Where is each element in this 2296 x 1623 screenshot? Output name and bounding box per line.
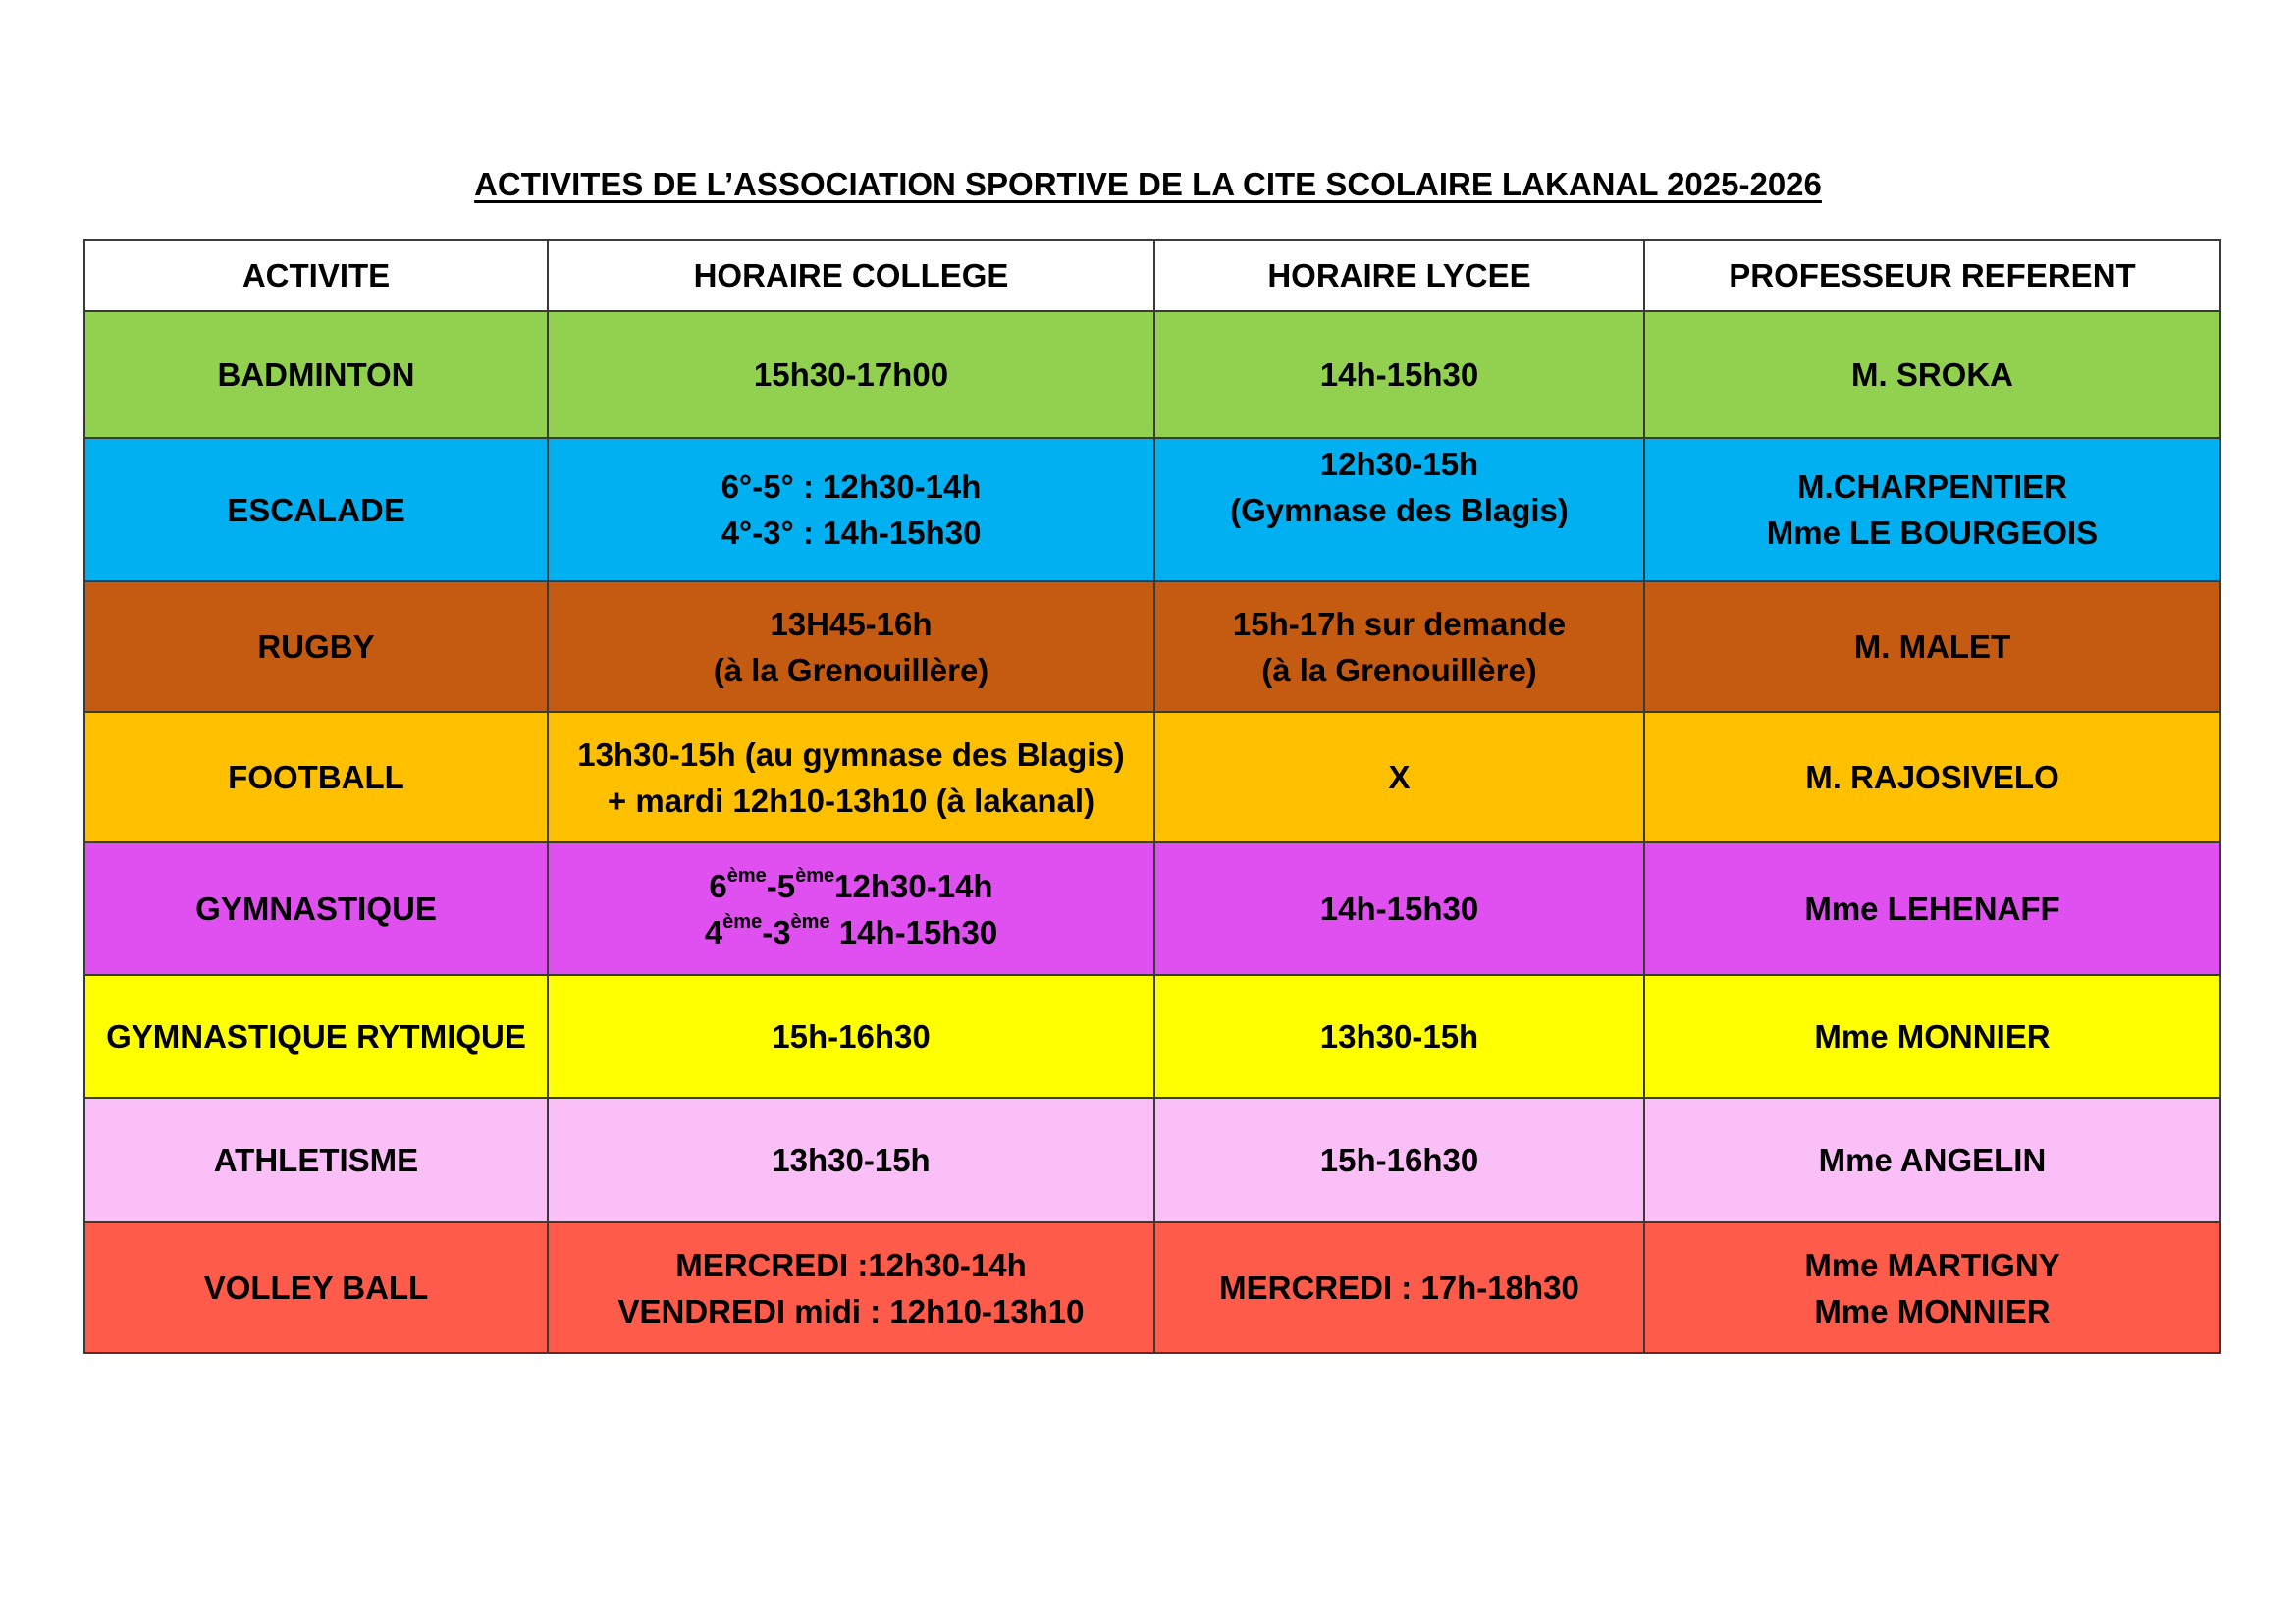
college-schedule-line: 6ème-5ème12h30-14h bbox=[709, 864, 993, 904]
college-schedule-line: 6°-5° : 12h30-14h bbox=[721, 468, 982, 505]
table-row-gymnastique-rytmique bbox=[84, 975, 2220, 1098]
header-activity: ACTIVITE bbox=[84, 240, 548, 311]
teacher-line: M.CHARPENTIER bbox=[1796, 468, 2067, 505]
teacher-cell: Mme MONNIER bbox=[1644, 975, 2220, 1098]
teacher-line: Mme MONNIER bbox=[1814, 1292, 2051, 1329]
lycee-schedule-line: 12h30-15h bbox=[1319, 446, 1479, 482]
lycee-schedule-cell bbox=[1154, 438, 1644, 581]
teacher-cell bbox=[1644, 1222, 2220, 1353]
activity-cell: GYMNASTIQUE bbox=[84, 842, 548, 975]
lycee-schedule-line: (Gymnase des Blagis) bbox=[1230, 492, 1569, 528]
header-lycee: HORAIRE LYCEE bbox=[1154, 240, 1644, 311]
lycee-schedule-cell: 15h-16h30 bbox=[1154, 1098, 1644, 1222]
lycee-schedule-line: 15h-17h sur demande bbox=[1232, 605, 1567, 642]
table-row-rugby bbox=[84, 581, 2220, 712]
college-schedule-line: 13H45-16h bbox=[770, 605, 933, 642]
lycee-schedule-cell: X bbox=[1154, 712, 1644, 842]
lycee-schedule-cell: 13h30-15h bbox=[1154, 975, 1644, 1098]
activity-cell: BADMINTON bbox=[84, 311, 548, 438]
teacher-cell: M. SROKA bbox=[1644, 311, 2220, 438]
college-schedule-cell: 15h-16h30 bbox=[548, 975, 1154, 1098]
teacher-line: Mme LE BOURGEOIS bbox=[1766, 514, 2099, 551]
college-schedule-cell bbox=[548, 581, 1154, 712]
table-row-volley-ball bbox=[84, 1222, 2220, 1353]
college-schedule-line: 13h30-15h (au gymnase des Blagis) bbox=[577, 735, 1125, 773]
table-row-badminton bbox=[84, 311, 2220, 438]
college-schedule-cell bbox=[548, 712, 1154, 842]
teacher-cell: Mme LEHENAFF bbox=[1644, 842, 2220, 975]
college-schedule-cell bbox=[548, 1222, 1154, 1353]
page-title: ACTIVITES DE L’ASSOCIATION SPORTIVE DE LA CITE SCOLAIRE LAKANAL 2025-2026 bbox=[474, 166, 1822, 203]
activity-cell: ATHLETISME bbox=[84, 1098, 548, 1222]
activity-cell: VOLLEY BALL bbox=[84, 1222, 548, 1353]
college-schedule-cell: 13h30-15h bbox=[548, 1098, 1154, 1222]
college-schedule-cell bbox=[548, 438, 1154, 581]
lycee-schedule-cell: MERCREDI : 17h-18h30 bbox=[1154, 1222, 1644, 1353]
activity-cell: RUGBY bbox=[84, 581, 548, 712]
college-schedule-line: MERCREDI :12h30-14h bbox=[675, 1246, 1027, 1283]
college-schedule-cell: 15h30-17h00 bbox=[548, 311, 1154, 438]
table-row-escalade bbox=[84, 438, 2220, 581]
teacher-cell: M. MALET bbox=[1644, 581, 2220, 712]
teacher-cell: Mme ANGELIN bbox=[1644, 1098, 2220, 1222]
table-row-gymnastique bbox=[84, 842, 2220, 975]
activity-cell: FOOTBALL bbox=[84, 712, 548, 842]
lycee-schedule-cell bbox=[1154, 581, 1644, 712]
lycee-schedule-cell: 14h-15h30 bbox=[1154, 842, 1644, 975]
lycee-schedule-line: (à la Grenouillère) bbox=[1261, 651, 1537, 688]
activity-cell: GYMNASTIQUE RYTMIQUE bbox=[84, 975, 548, 1098]
activity-cell: ESCALADE bbox=[84, 438, 548, 581]
table-row-football bbox=[84, 712, 2220, 842]
college-schedule-line: + mardi 12h10-13h10 (à lakanal) bbox=[607, 782, 1095, 819]
table-row-athletisme bbox=[84, 1098, 2220, 1222]
activities-table bbox=[83, 239, 2221, 1354]
lycee-schedule-cell: 14h-15h30 bbox=[1154, 311, 1644, 438]
teacher-cell: M. RAJOSIVELO bbox=[1644, 712, 2220, 842]
college-schedule-line: 4°-3° : 14h-15h30 bbox=[721, 514, 982, 551]
college-schedule-cell bbox=[548, 842, 1154, 975]
table-header-row bbox=[84, 240, 2220, 311]
header-teacher: PROFESSEUR REFERENT bbox=[1644, 240, 2220, 311]
college-schedule-line: 4ème-3ème 14h-15h30 bbox=[704, 910, 998, 950]
college-schedule-line: (à la Grenouillère) bbox=[713, 651, 989, 688]
college-schedule-line: VENDREDI midi : 12h10-13h10 bbox=[617, 1292, 1085, 1329]
teacher-line: Mme MARTIGNY bbox=[1804, 1246, 2060, 1283]
teacher-cell bbox=[1644, 438, 2220, 581]
header-college: HORAIRE COLLEGE bbox=[548, 240, 1154, 311]
